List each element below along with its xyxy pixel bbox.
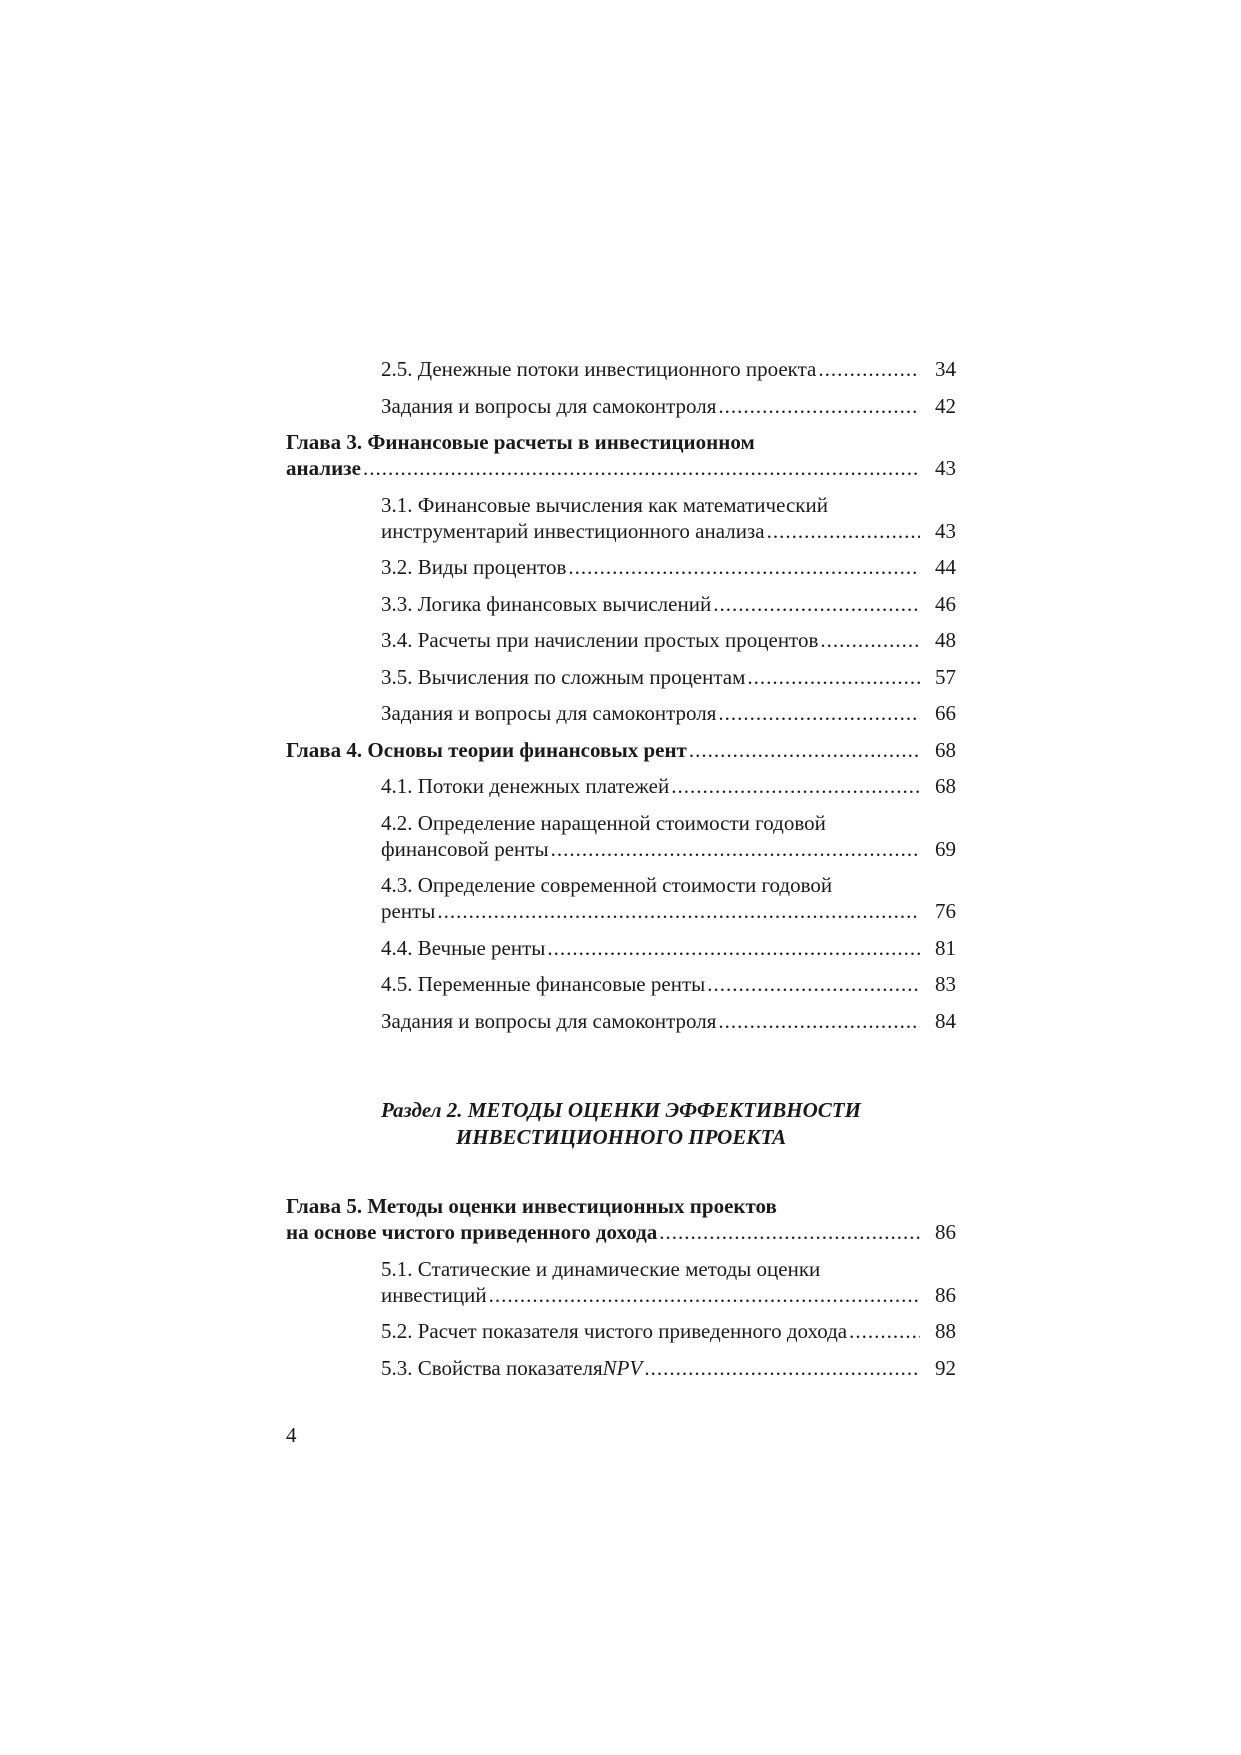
toc-entry-row [381,773,956,799]
toc-subentry [286,664,956,690]
toc-page-number: 48 [935,628,956,652]
toc-entry-title: 4.4. Вечные ренты [381,935,546,960]
dot-leader [659,1219,920,1245]
table-of-contents-continued [286,1193,956,1381]
dot-leader [849,1318,920,1344]
toc-entry-title: инвестиций [381,1282,487,1307]
toc-page-number: 84 [935,1008,956,1033]
toc-entry-row [286,1219,956,1245]
toc-chapter-entry [286,737,956,763]
dot-leader [644,1355,920,1381]
toc-entry-title: инструментарий инвестиционного анализа [381,518,765,543]
toc-entry-row [381,1008,956,1034]
dot-leader [713,591,920,617]
toc-subentry [286,591,956,617]
dot-leader [820,627,920,653]
toc-entry-row [286,455,956,481]
toc-subentry [286,393,956,419]
toc-entry-title: 3.3. Логика финансовых вычислений [381,591,712,616]
toc-page-number: 42 [935,393,956,418]
toc-entry-title: 4.1. Потоки денежных платежей [381,774,670,798]
toc-entry-title: 4.5. Переменные финансовые ренты [381,972,706,996]
toc-entry-title-line: 3.1. Финансовые вычисления как математический [381,492,828,517]
toc-entry-abbreviation: NPV [602,1355,643,1380]
toc-entry-title: Задания и вопросы для самоконтроля [381,1008,717,1033]
toc-subentry [286,1256,956,1308]
dot-leader [718,1008,920,1034]
dot-leader [818,356,920,382]
toc-page-number: 69 [935,836,956,861]
toc-entry-title-line: Глава 3. Финансовые расчеты в инвестиционном [286,430,755,454]
toc-subentry [286,1318,956,1344]
toc-entry-title: 3.2. Виды процентов [381,555,567,579]
toc-entry-row [381,627,956,653]
toc-page-number: 92 [935,1355,956,1380]
toc-page-number: 43 [935,456,956,480]
toc-page-number: 68 [935,774,956,798]
toc-page-number: 83 [935,972,956,996]
toc-entry-title: на основе чистого приведенного дохода [286,1220,658,1244]
toc-entry-title: Глава 4. Основы теории финансовых рент [286,737,687,762]
toc-subentry [286,971,956,997]
table-of-contents [286,356,956,1034]
dot-leader [568,554,920,580]
toc-entry-title: анализе [286,456,361,480]
toc-entry-row [381,664,956,690]
toc-subentry [286,492,956,544]
toc-entry-title: 5.3. Свойства показателя [381,1355,603,1380]
toc-entry-title-line: 5.1. Статические и динамические методы оценки [381,1256,821,1281]
toc-chapter-entry [286,1193,956,1245]
toc-entry-title: финансовой ренты [381,836,549,861]
section-heading-line-2: ИНВЕСТИЦИОННОГО ПРОЕКТА [455,1125,787,1149]
toc-entry-title-line: 4.3. Определение современной стоимости годовой [381,873,833,897]
toc-entry-row [381,554,956,580]
toc-entry-row [381,518,956,544]
toc-subentry [286,627,956,653]
toc-subentry [286,773,956,799]
toc-subentry [286,1008,956,1034]
toc-subentry [286,810,956,862]
page-number: 4 [286,1423,297,1447]
dot-leader [547,935,920,961]
toc-entry-row [381,1318,956,1344]
toc-page-number: 81 [935,935,956,960]
dot-leader [767,518,920,544]
toc-page-number: 86 [935,1220,956,1244]
toc-page-number: 76 [935,899,956,923]
dot-leader [551,836,920,862]
toc-subentry [286,935,956,961]
dot-leader [707,971,920,997]
toc-page-number: 43 [935,518,956,543]
dot-leader [437,898,920,924]
toc-entry-title: 3.5. Вычисления по сложным процентам [381,664,746,689]
toc-page-number: 57 [935,664,956,689]
toc-subentry [286,700,956,726]
toc-subentry [286,554,956,580]
toc-page-number: 44 [935,555,956,579]
toc-entry-title: 5.2. Расчет показателя чистого приведенного дохода [381,1319,848,1343]
toc-page-number: 88 [935,1319,956,1343]
toc-entry-row [381,971,956,997]
toc-entry-title: Задания и вопросы для самоконтроля [381,701,717,725]
toc-page-number: 68 [935,737,956,762]
toc-page-number: 86 [935,1282,956,1307]
section-heading [286,1097,956,1151]
dot-leader [718,700,920,726]
toc-entry-row [381,591,956,617]
toc-entry-row [381,898,956,924]
dot-leader [671,773,920,799]
dot-leader [747,664,920,690]
dot-leader [363,455,920,481]
dot-leader [689,737,920,763]
toc-entry-row [381,836,956,862]
toc-entry-title-line: Глава 5. Методы оценки инвестиционных проектов [286,1194,777,1218]
toc-subentry [286,356,956,382]
toc-chapter-entry [286,429,956,481]
toc-entry-row [381,393,956,419]
toc-entry-row [381,1355,956,1381]
toc-subentry [286,1355,956,1381]
dot-leader [718,393,920,419]
toc-entry-row [286,737,956,763]
toc-entry-title: ренты [381,899,436,923]
toc-page-number: 34 [935,357,956,381]
toc-entry-row [381,1282,956,1308]
dot-leader [489,1282,920,1308]
toc-entry-title: 3.4. Расчеты при начислении простых процентов [381,628,819,652]
toc-entry-title: Задания и вопросы для самоконтроля [381,393,717,418]
toc-subentry [286,872,956,924]
toc-page-number: 66 [935,701,956,725]
toc-entry-row [381,356,956,382]
toc-entry-title-line: 4.2. Определение наращенной стоимости годовой [381,810,826,835]
toc-entry-row [381,935,956,961]
toc-page-number: 46 [935,591,956,616]
toc-entry-row [381,700,956,726]
toc-entry-title: 2.5. Денежные потоки инвестиционного проекта [381,357,817,381]
section-heading-line-1: Раздел 2. МЕТОДЫ ОЦЕНКИ ЭФФЕКТИВНОСТИ [381,1098,861,1122]
